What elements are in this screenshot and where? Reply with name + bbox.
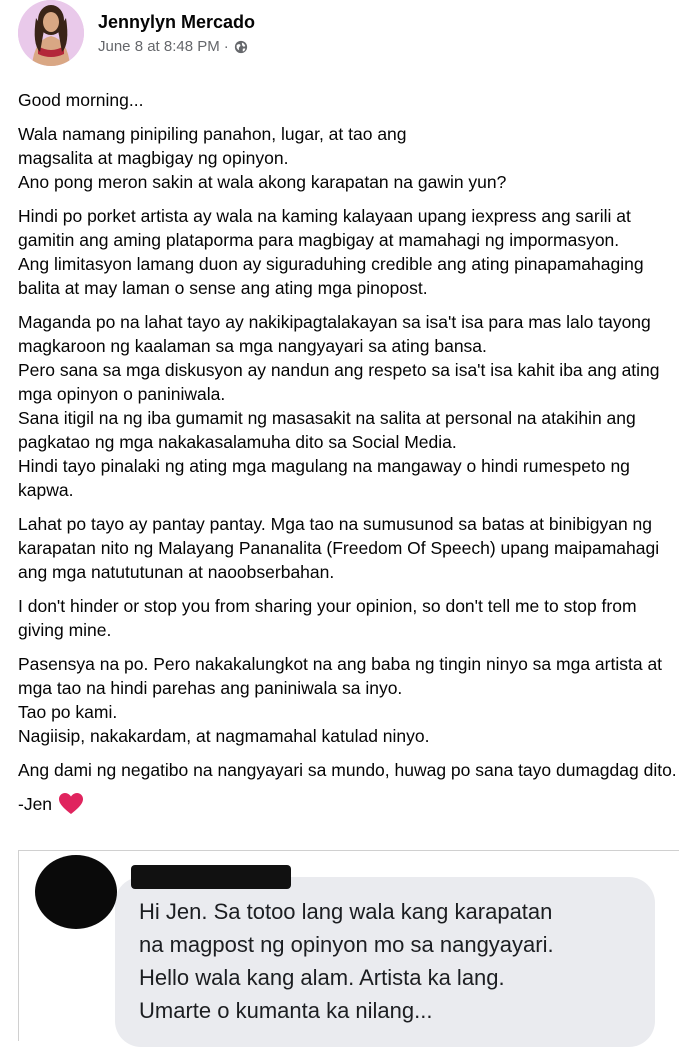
post-meta bbox=[98, 38, 248, 55]
post-paragraph: I don't hinder or stop you from sharing your opinion, so don't tell me to stop from giving mine. bbox=[18, 596, 637, 640]
comment-text: Hi Jen. Sa totoo lang wala kang karapatan na magpost ng opinyon mo sa nangyayari. Hello wala kang alam. Artista ka lang. Umarte o kumanta ka nilang... bbox=[139, 899, 554, 1023]
redacted-commenter-name bbox=[131, 865, 291, 889]
signature-line bbox=[18, 792, 680, 816]
post-paragraph: Wala namang pinipiling panahon, lugar, at tao ang magsalita at magbigay ng opinyon. Ano pong meron sakin at wala akong karapatan na gawin yun? bbox=[18, 124, 507, 192]
post-header bbox=[18, 0, 678, 70]
post-paragraph: Ang dami ng negatibo na nangyayari sa mundo, huwag po sana tayo dumagdag dito. bbox=[18, 760, 677, 780]
post-paragraph: Maganda po na lahat tayo ay nakikipagtalakayan sa isa't isa para mas lalo tayong magkaroon ng kaalaman sa mga nangyayari sa ating bansa. Pero sana sa mga diskusyon ay nandun ang respeto sa isa't isa kahit iba ang ating mga opinyon o paniniwala. Sana itigil na ng iba gumamit ng masasakit na salita at personal na atakihin ang pagkatao ng mga nakakasalamuha dito sa Social Media. Hindi tayo pinalaki ng ating mga magulang na mangaway o hindi rumespeto ng kapwa. bbox=[18, 312, 660, 500]
author-avatar[interactable] bbox=[18, 0, 84, 66]
avatar-image bbox=[18, 0, 84, 66]
author-name[interactable]: Jennylyn Mercado bbox=[98, 12, 256, 32]
heart-icon bbox=[58, 792, 84, 816]
embedded-comment-screenshot bbox=[18, 850, 679, 1041]
globe-icon[interactable] bbox=[234, 40, 248, 54]
post-paragraph: Lahat po tayo ay pantay pantay. Mga tao na sumusunod sa batas at binibigyan ng karapatan nito ng Malayang Pananalita (Freedom Of Speech) upang maipamahagi ang mga natututunan at naoobserbahan. bbox=[18, 514, 660, 582]
redacted-avatar-icon bbox=[35, 855, 117, 929]
signature: -Jen bbox=[18, 794, 53, 814]
post-timestamp[interactable]: June 8 at 8:48 PM bbox=[98, 38, 220, 55]
post-paragraph: Good morning... bbox=[18, 90, 144, 110]
post-paragraph: Hindi po porket artista ay wala na kaming kalayaan upang iexpress ang sarili at gamitin ang aming plataporma para magbigay at mamahagi ng impormasyon. Ang limitasyon lamang duon ay siguraduhing credible ang ating pinapamahaging balita at may laman o sense ang ating mga pinopost. bbox=[18, 206, 644, 298]
post-body bbox=[18, 88, 680, 816]
meta-separator: · bbox=[223, 38, 229, 55]
post-paragraph: Pasensya na po. Pero nakakalungkot na ang baba ng tingin ninyo sa mga artista at mga tao na hindi parehas ang paniniwala sa inyo. Tao po kami. Nagiisip, nakakardam, at nagmamahal katulad ninyo. bbox=[18, 654, 663, 746]
